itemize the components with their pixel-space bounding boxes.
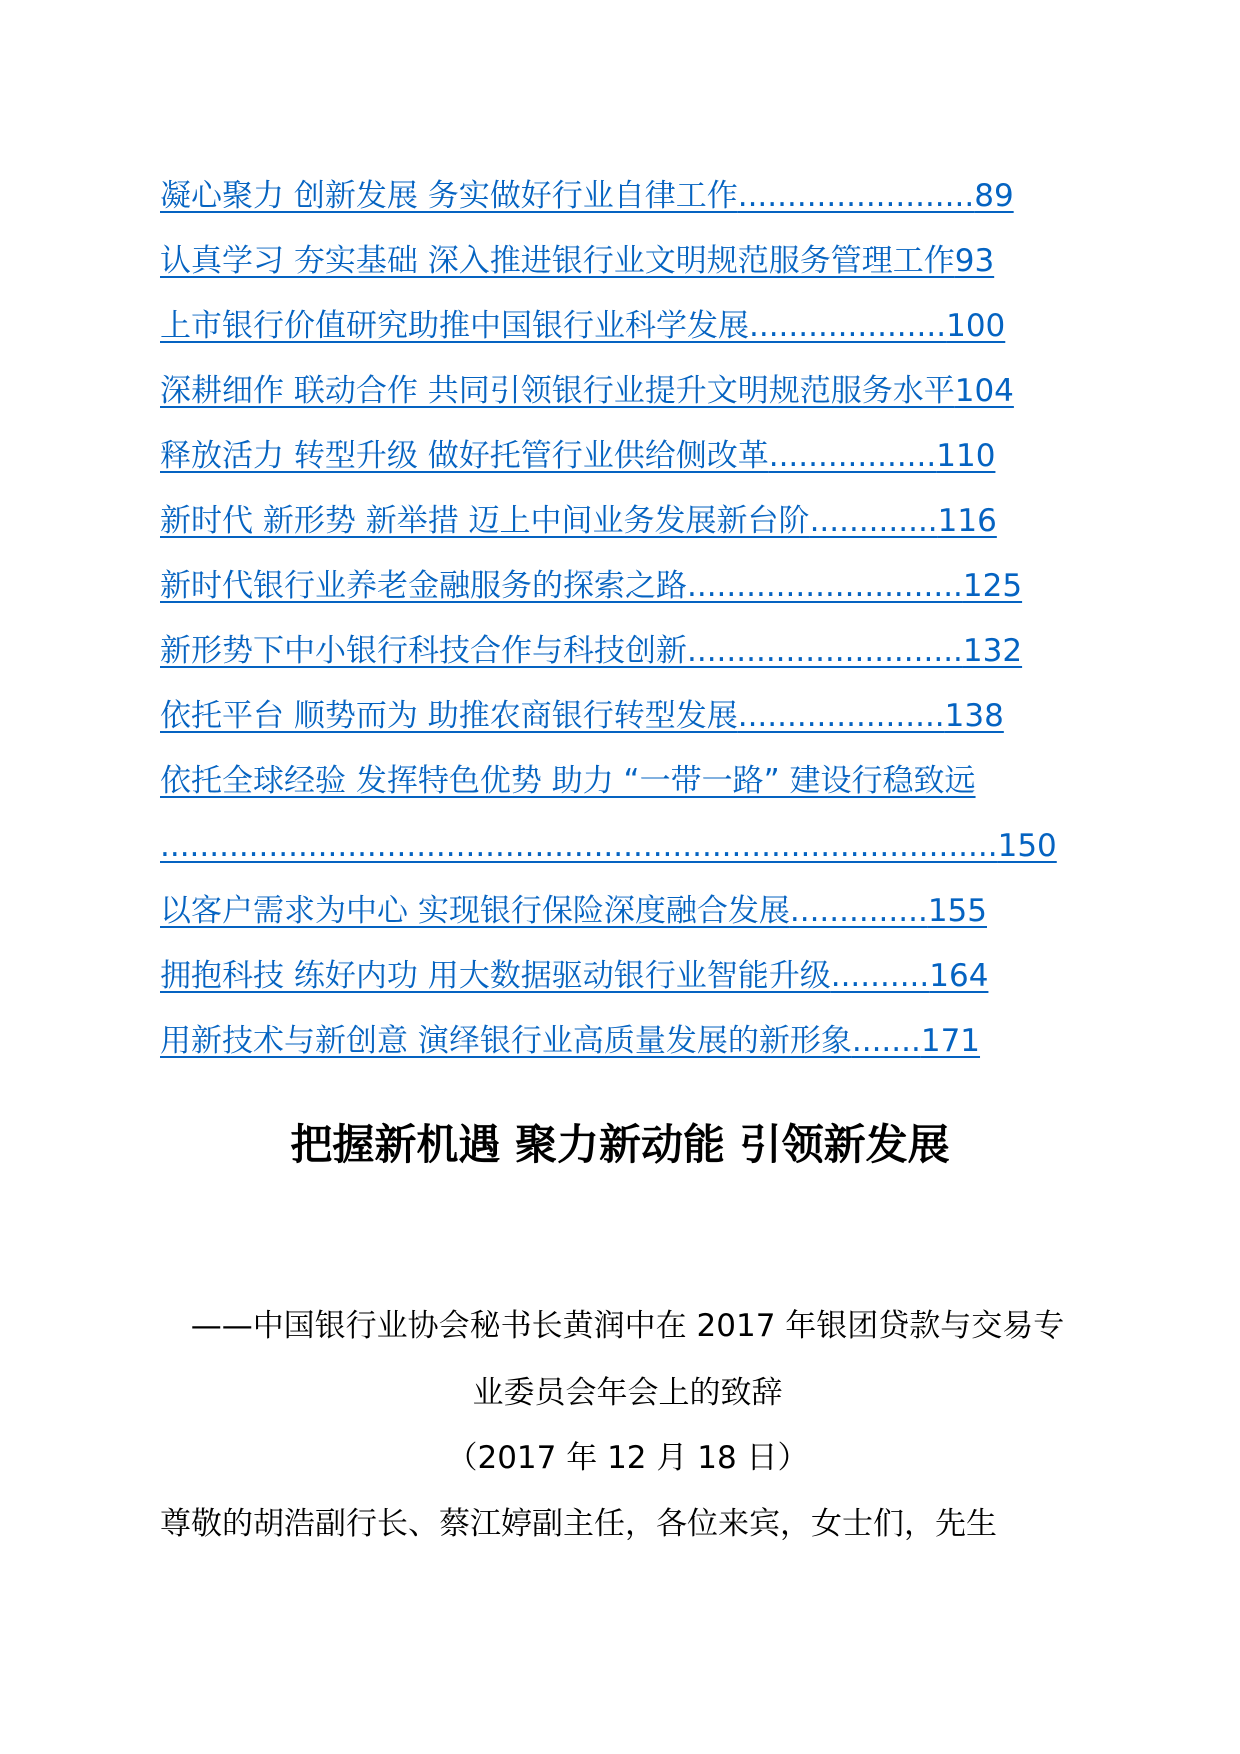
toc-entry[interactable]	[160, 233, 1120, 298]
toc-entry-page: 171	[920, 1023, 981, 1059]
article-date: （2017 年 12 月 18 日）	[446, 1440, 809, 1476]
toc-entry-leader: .................	[768, 438, 937, 474]
toc-entry-page: 100	[946, 308, 1006, 344]
toc-entry-page: 110	[936, 438, 996, 474]
toc-entry[interactable]	[160, 623, 1120, 688]
toc-entry-page: 138	[944, 698, 1004, 734]
toc-entry-leader: .......	[851, 1023, 921, 1059]
toc-entry-title: 新时代 新形势 新举措 迈上中间业务发展新台阶	[160, 503, 810, 539]
toc-entry-leader: ........................	[737, 178, 975, 214]
article-opening-line: 尊敬的胡浩副行长、蔡江婷副主任，各位来宾，女士们，先生	[160, 1506, 997, 1542]
toc-entry-title: 凝心聚力 创新发展 务实做好行业自律工作	[160, 178, 738, 214]
article-title: 把握新机遇 聚力新动能 引领新发展	[290, 1120, 950, 1169]
toc-entry-page: 89	[974, 178, 1014, 214]
toc-entry[interactable]	[160, 948, 1120, 1013]
toc-entry-leader: .....................................................................................	[160, 828, 998, 864]
toc-entry[interactable]	[160, 558, 1120, 623]
toc-entry-title: 以客户需求为中心 实现银行保险深度融合发展	[160, 893, 790, 929]
article-subtitle-line2: 业委员会年会上的致辞	[472, 1375, 783, 1411]
article-subtitle-line1: ——中国银行业协会秘书长黄润中在 2017 年银团贷款与交易专	[190, 1308, 1065, 1344]
toc-entry-title: 拥抱科技 练好内功 用大数据驱动银行业智能升级	[160, 958, 831, 994]
toc-entry-title: 用新技术与新创意 演绎银行业高质量发展的新形象	[160, 1023, 852, 1059]
toc-entry-leader: .............	[809, 503, 938, 539]
toc-entry-page: 155	[927, 893, 987, 929]
toc-entry[interactable]	[160, 428, 1120, 493]
toc-entry[interactable]	[160, 818, 1120, 883]
toc-entry-title: 上市银行价值研究助推中国银行业科学发展	[160, 308, 749, 344]
table-of-contents	[160, 168, 1120, 1078]
toc-entry[interactable]	[160, 168, 1120, 233]
toc-entry-title: 新时代银行业养老金融服务的探索之路	[160, 568, 687, 604]
toc-entry-title: 新形势下中小银行科技合作与科技创新	[160, 633, 687, 669]
toc-entry-page: 125	[962, 568, 1023, 604]
toc-entry-title: 认真学习 夯实基础 深入推进银行业文明规范服务管理工作	[160, 243, 955, 279]
toc-entry-leader: ............................	[687, 633, 963, 669]
toc-entry-page: 116	[937, 503, 997, 539]
toc-entry-leader: ............................	[687, 568, 963, 604]
toc-entry-page: 93	[954, 243, 995, 279]
toc-entry-page: 104	[954, 373, 1014, 409]
toc-entry[interactable]	[160, 1013, 1120, 1078]
toc-entry-title: 深耕细作 联动合作 共同引领银行业提升文明规范服务水平	[160, 373, 955, 409]
toc-entry-page: 132	[962, 633, 1023, 669]
toc-entry-title: 依托平台 顺势而为 助推农商银行转型发展	[160, 698, 738, 734]
toc-entry-leader: ....................	[749, 308, 947, 344]
toc-entry-title: 依托全球经验 发挥特色优势 助力 “一带一路” 建设行稳致远	[160, 763, 976, 799]
toc-entry[interactable]	[160, 493, 1120, 558]
toc-entry-page: 164	[929, 958, 989, 994]
toc-entry-title: 释放活力 转型升级 做好托管行业供给侧改革	[160, 438, 769, 474]
toc-entry-leader: ..........	[830, 958, 930, 994]
toc-entry[interactable]	[160, 298, 1120, 363]
toc-entry-page: 150	[997, 828, 1057, 864]
toc-entry[interactable]	[160, 363, 1120, 428]
toc-entry[interactable]	[160, 753, 1120, 818]
toc-entry-leader: .....................	[737, 698, 945, 734]
toc-entry[interactable]	[160, 883, 1120, 948]
toc-entry-leader: ..............	[789, 893, 928, 929]
toc-entry[interactable]	[160, 688, 1120, 753]
